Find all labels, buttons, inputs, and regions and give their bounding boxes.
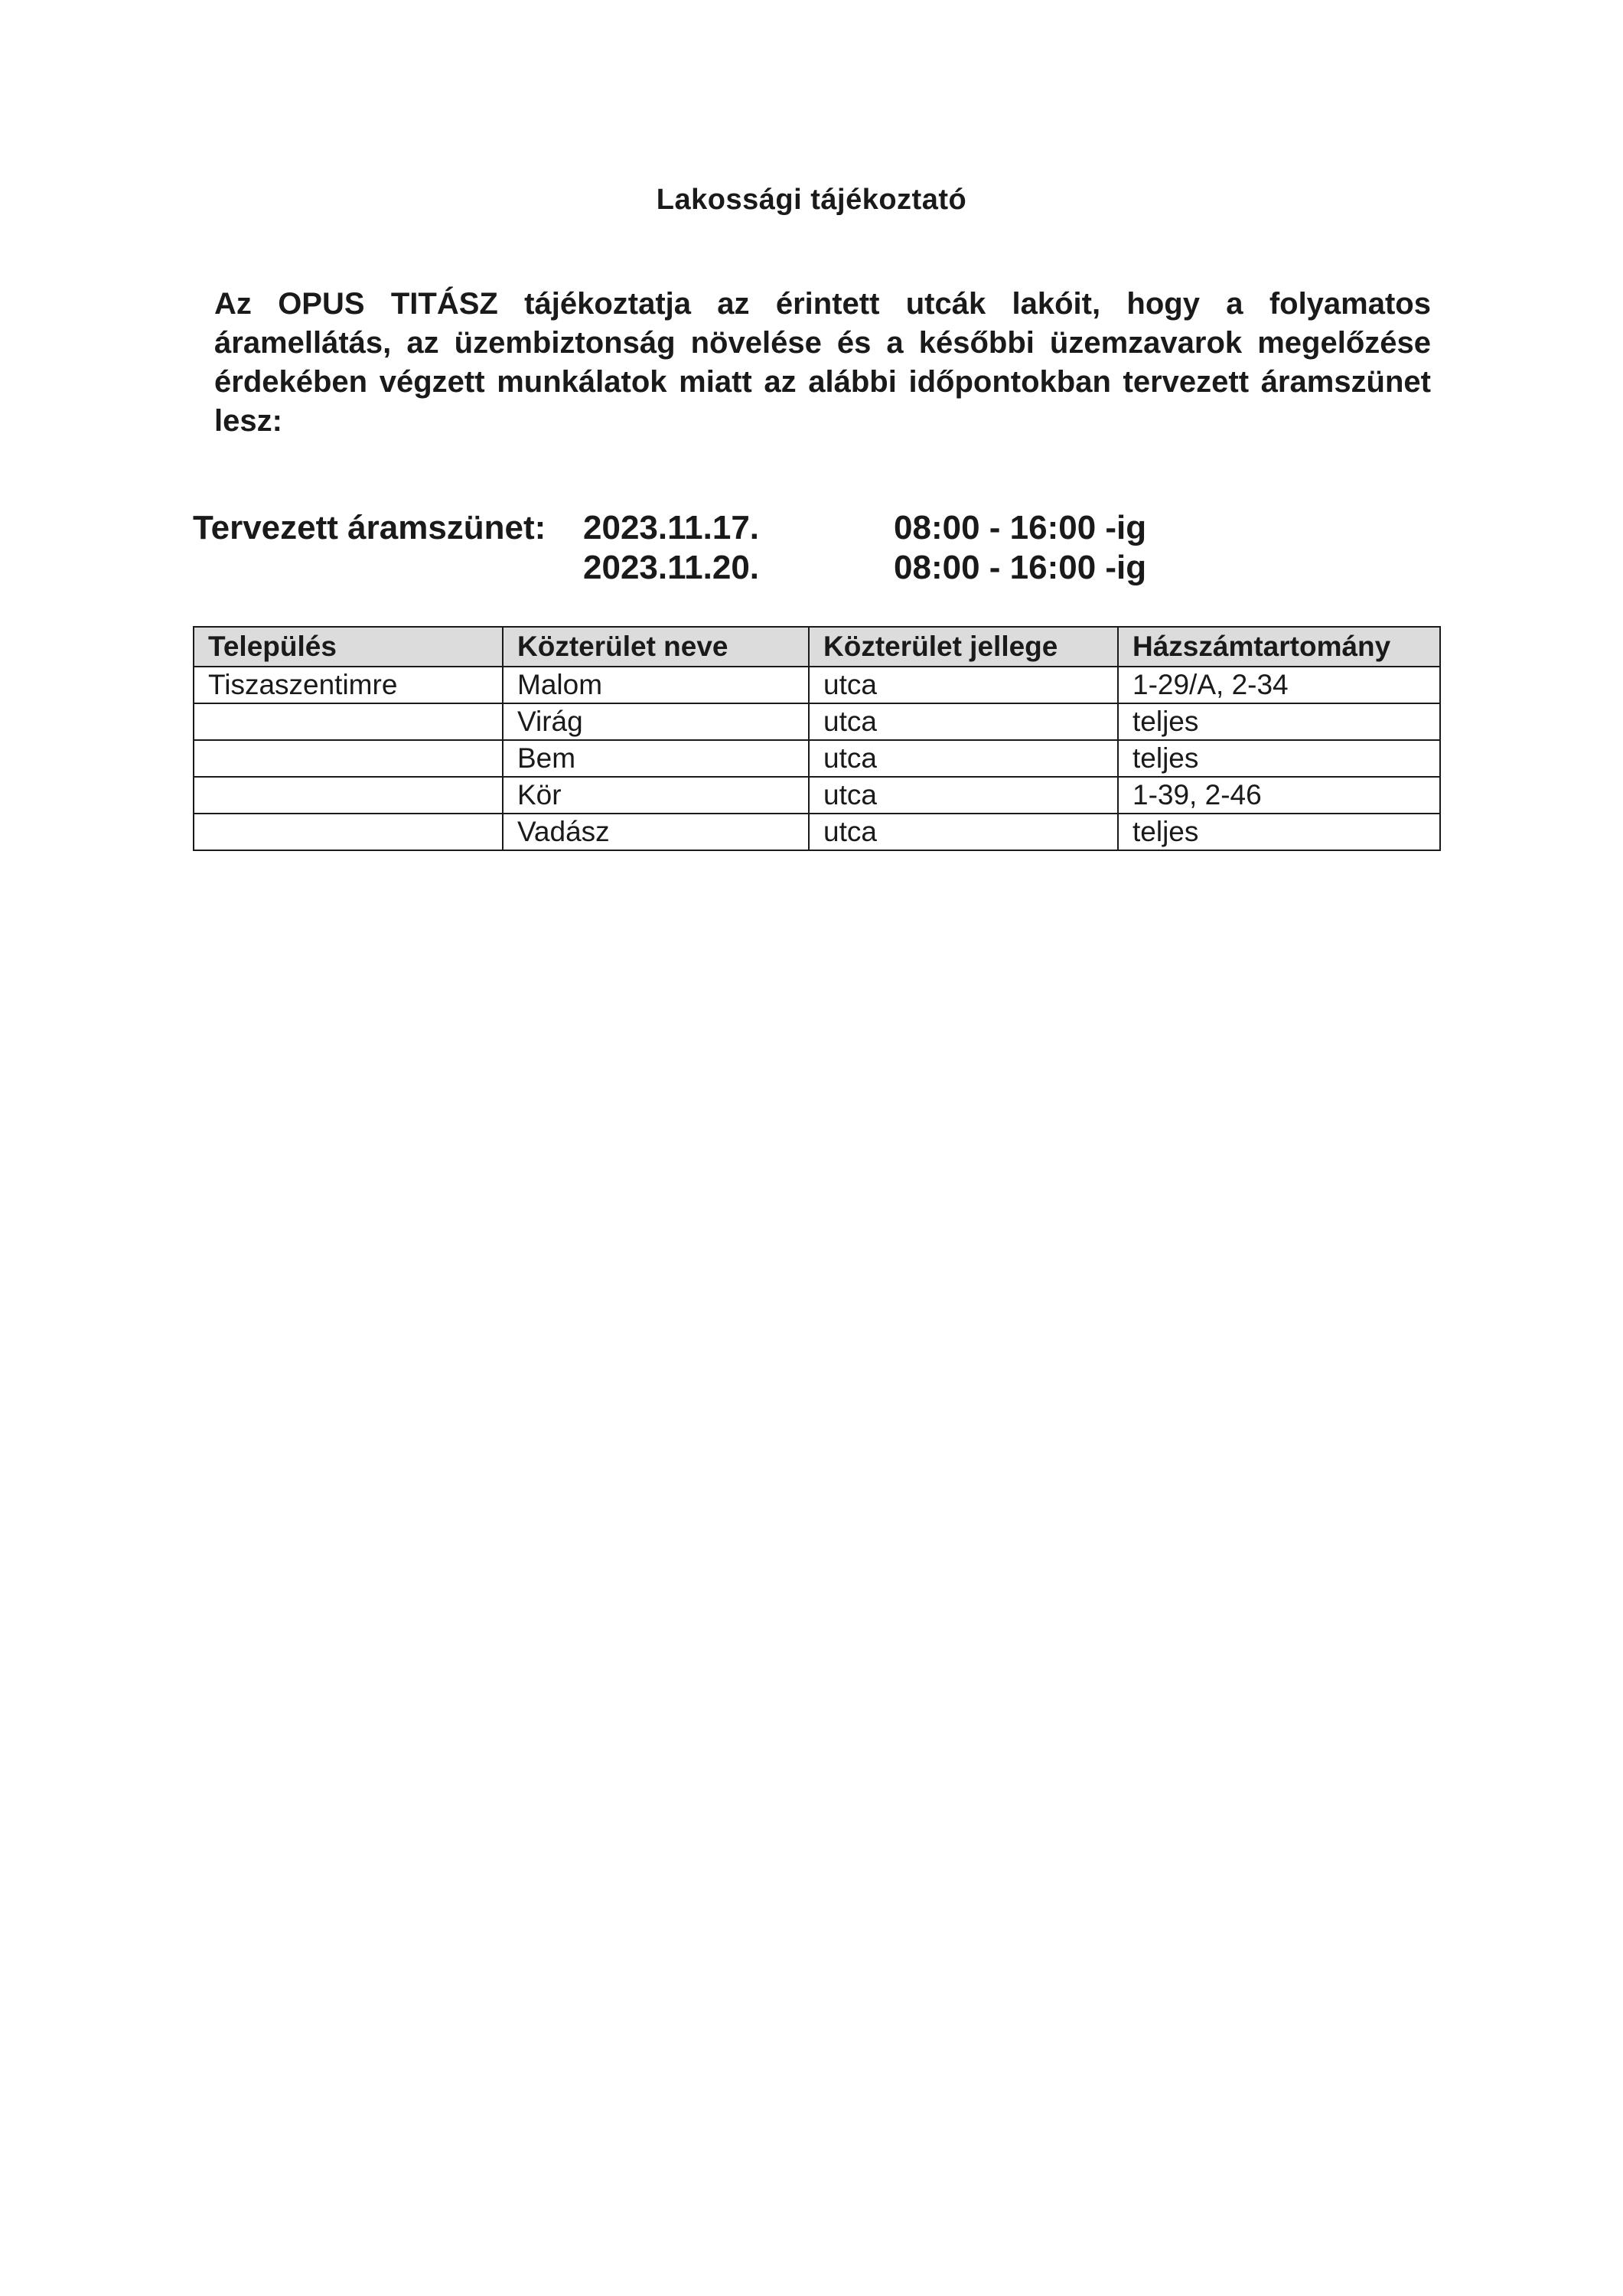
table-header-row	[194, 627, 1440, 667]
cell-street-name: Malom	[503, 667, 809, 703]
cell-street-type: utca	[809, 814, 1118, 850]
outage-label: Tervezett áramszünet:	[193, 509, 546, 546]
cell-street-type: utca	[809, 703, 1118, 740]
cell-house-range: teljes	[1118, 814, 1440, 850]
cell-settlement	[194, 740, 503, 777]
outage-time-2: 08:00 - 16:00 -ig	[894, 549, 1147, 586]
outage-date-1: 2023.11.17.	[583, 509, 760, 546]
cell-street-type: utca	[809, 740, 1118, 777]
cell-settlement	[194, 777, 503, 814]
header-settlement: Település	[194, 627, 503, 667]
table-row	[194, 667, 1440, 703]
cell-house-range: teljes	[1118, 703, 1440, 740]
cell-house-range: 1-39, 2-46	[1118, 777, 1440, 814]
cell-settlement	[194, 703, 503, 740]
cell-settlement: Tiszaszentimre	[194, 667, 503, 703]
cell-street-name: Vadász	[503, 814, 809, 850]
table-row	[194, 703, 1440, 740]
cell-street-name: Virág	[503, 703, 809, 740]
outage-date-2: 2023.11.20.	[583, 549, 760, 586]
cell-street-name: Bem	[503, 740, 809, 777]
intro-paragraph: Az OPUS TITÁSZ tájékoztatja az érintett utcák lakóit, hogy a folyamatos áramellátás, az üzembiztonság növelése és a későbbi üzemzavarok megelőzése érdekében végzett munkálatok miatt az alábbi időpontokban tervezett áramszünet lesz:	[214, 287, 1431, 438]
cell-street-type: utca	[809, 667, 1118, 703]
table-row	[194, 740, 1440, 777]
cell-street-type: utca	[809, 777, 1118, 814]
table-row	[194, 777, 1440, 814]
header-house-range: Házszámtartomány	[1118, 627, 1440, 667]
cell-house-range: 1-29/A, 2-34	[1118, 667, 1440, 703]
document-title: Lakossági tájékoztató	[656, 184, 967, 216]
table-row	[194, 814, 1440, 850]
affected-streets-table	[193, 626, 1441, 851]
cell-street-name: Kör	[503, 777, 809, 814]
header-street-name: Közterület neve	[503, 627, 809, 667]
cell-settlement	[194, 814, 503, 850]
outage-time-1: 08:00 - 16:00 -ig	[894, 509, 1147, 546]
cell-house-range: teljes	[1118, 740, 1440, 777]
header-street-type: Közterület jellege	[809, 627, 1118, 667]
